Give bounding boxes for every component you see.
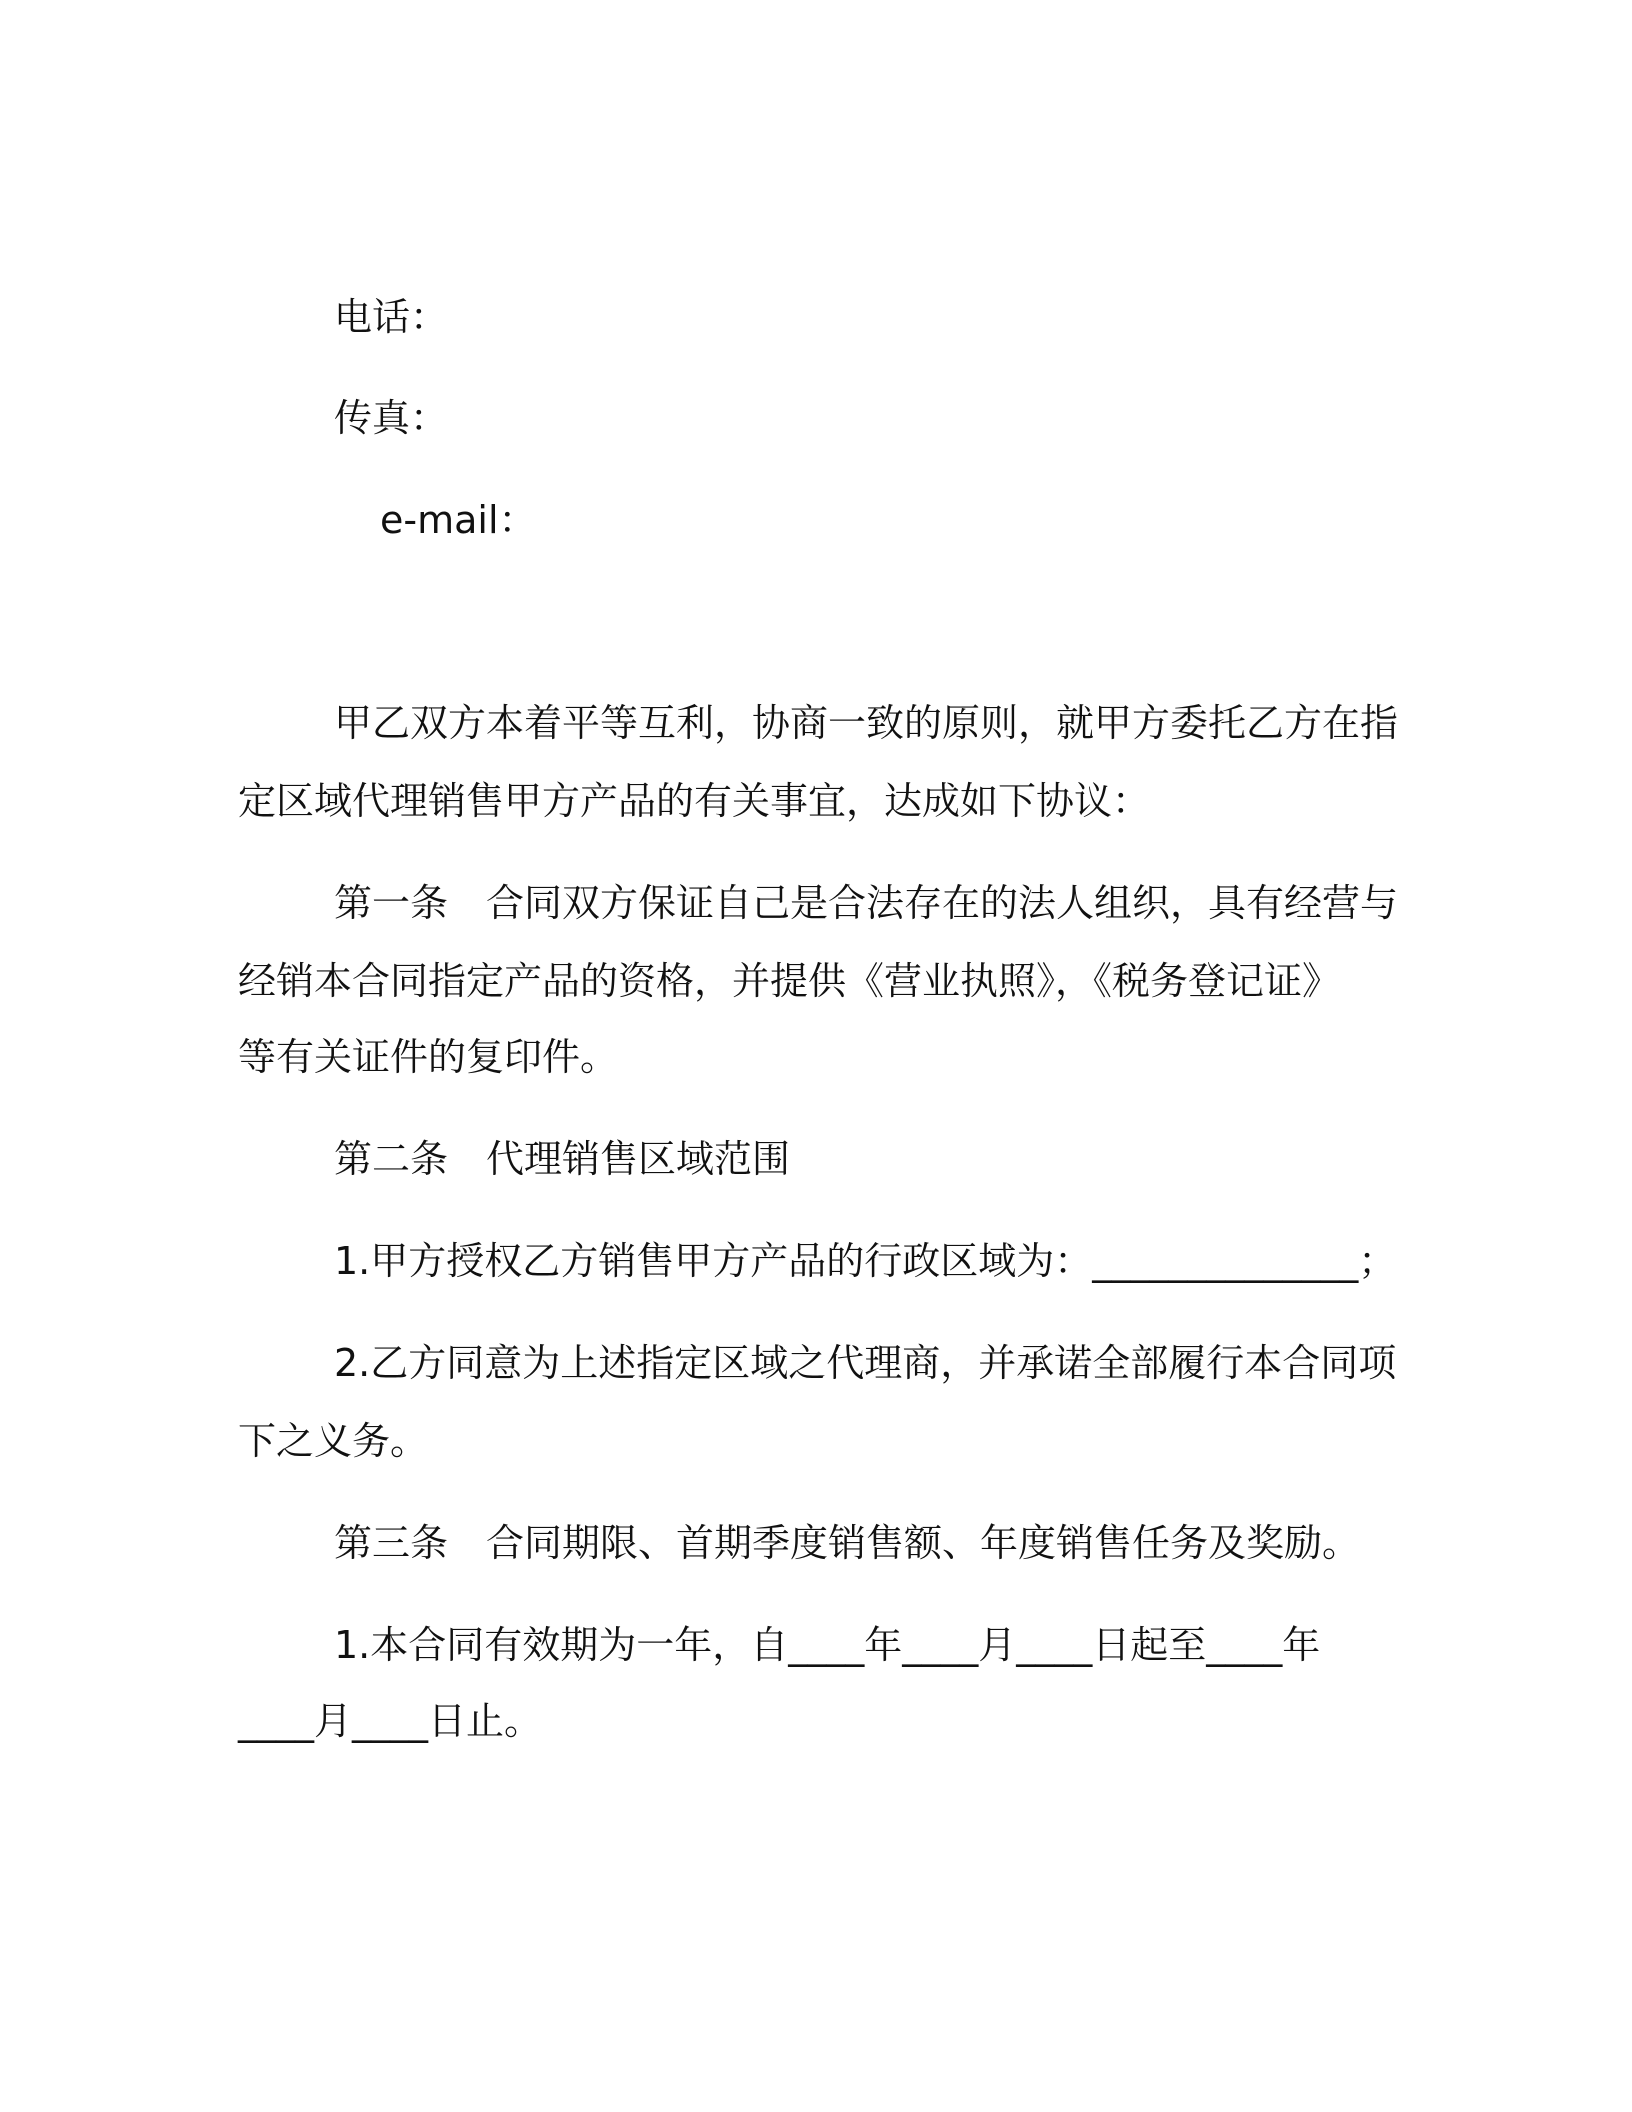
article1-line-3: 等有关证件的复印件。	[238, 1035, 619, 1079]
email-label: e-mail：	[380, 498, 537, 542]
article3-heading: 第三条 合同期限、首期季度销售额、年度销售任务及奖励。	[334, 1521, 1361, 1565]
phone-label: 电话：	[334, 295, 449, 339]
article2-item-1: 1.甲方授权乙方销售甲方产品的行政区域为：______________；	[334, 1239, 1397, 1283]
article2-heading: 第二条 代理销售区域范围	[334, 1137, 791, 1181]
article3-item-1-line-2: ____月____日止。	[238, 1699, 543, 1743]
article2-item-2-line-2: 下之义务。	[238, 1419, 429, 1463]
article2-item-2-line-1: 2.乙方同意为上述指定区域之代理商，并承诺全部履行本合同项	[334, 1341, 1397, 1385]
fax-label: 传真：	[334, 396, 449, 440]
preamble-line-1: 甲乙双方本着平等互利，协商一致的原则，就甲方委托乙方在指	[334, 701, 1399, 745]
article1-line-2: 经销本合同指定产品的资格，并提供《营业执照》，《税务登记证》	[238, 959, 1341, 1003]
article3-item-1-line-1: 1.本合同有效期为一年，自____年____月____日起至____年	[334, 1623, 1321, 1667]
preamble-line-2: 定区域代理销售甲方产品的有关事宜，达成如下协议：	[238, 779, 1151, 823]
article1-line-1: 第一条 合同双方保证自己是合法存在的法人组织，具有经营与	[334, 881, 1399, 925]
